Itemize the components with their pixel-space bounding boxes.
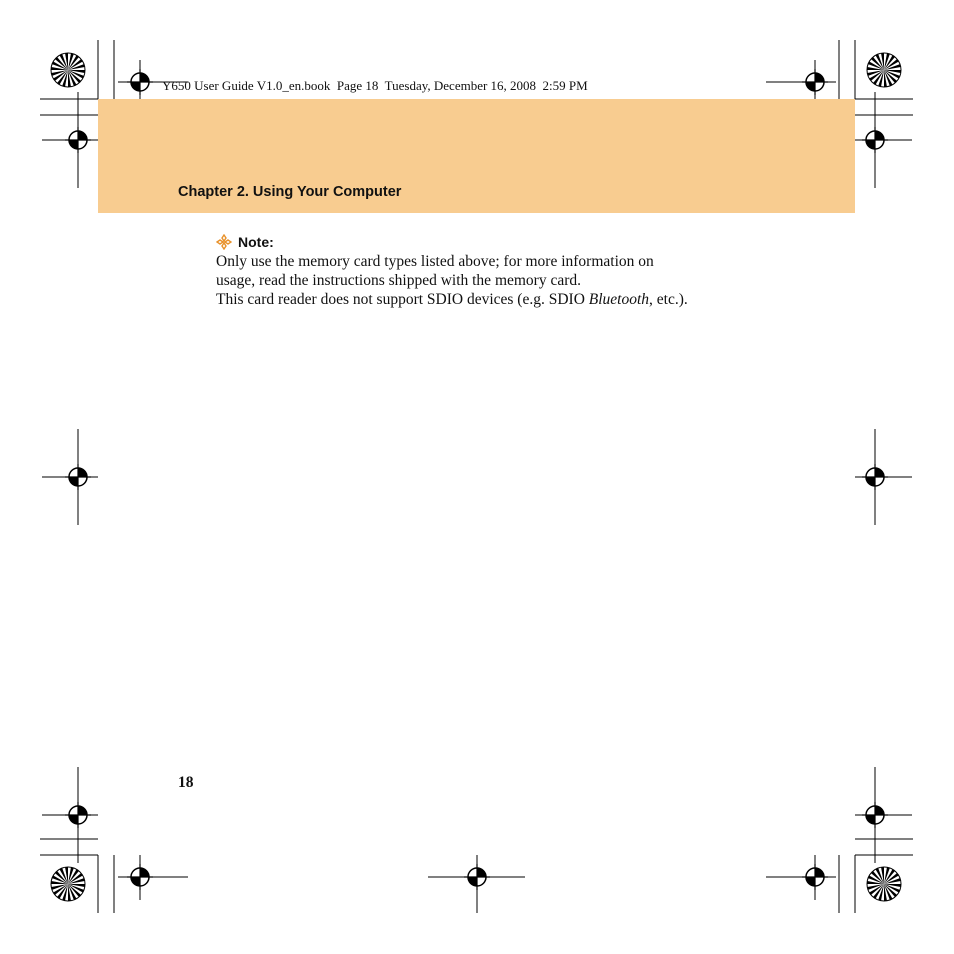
file-slug: Y650 User Guide V1.0_en.book Page 18 Tuesday, December 16, 2008 2:59 PM (162, 78, 588, 93)
note-block (216, 232, 776, 309)
star-target-icon (51, 867, 85, 901)
note-body (216, 252, 776, 309)
chapter-title: Chapter 2. Using Your Computer (178, 184, 402, 200)
note-line: usage, read the instructions shipped with the memory card. (216, 272, 582, 289)
star-target-icon (867, 867, 901, 901)
diamond-bullet-icon (216, 234, 232, 250)
note-text: , etc.). (649, 291, 688, 308)
note-text: This card reader does not support SDIO devices (e.g. SDIO (216, 291, 589, 308)
page-number: 18 (178, 774, 194, 791)
note-heading (216, 232, 776, 252)
note-line: Only use the memory card types listed above; for more information on (216, 253, 654, 270)
note-line (216, 290, 776, 309)
bluetooth-term: Bluetooth (588, 291, 650, 308)
star-target-icon (51, 53, 85, 87)
note-label: Note: (238, 234, 274, 250)
star-target-icon (867, 53, 901, 87)
